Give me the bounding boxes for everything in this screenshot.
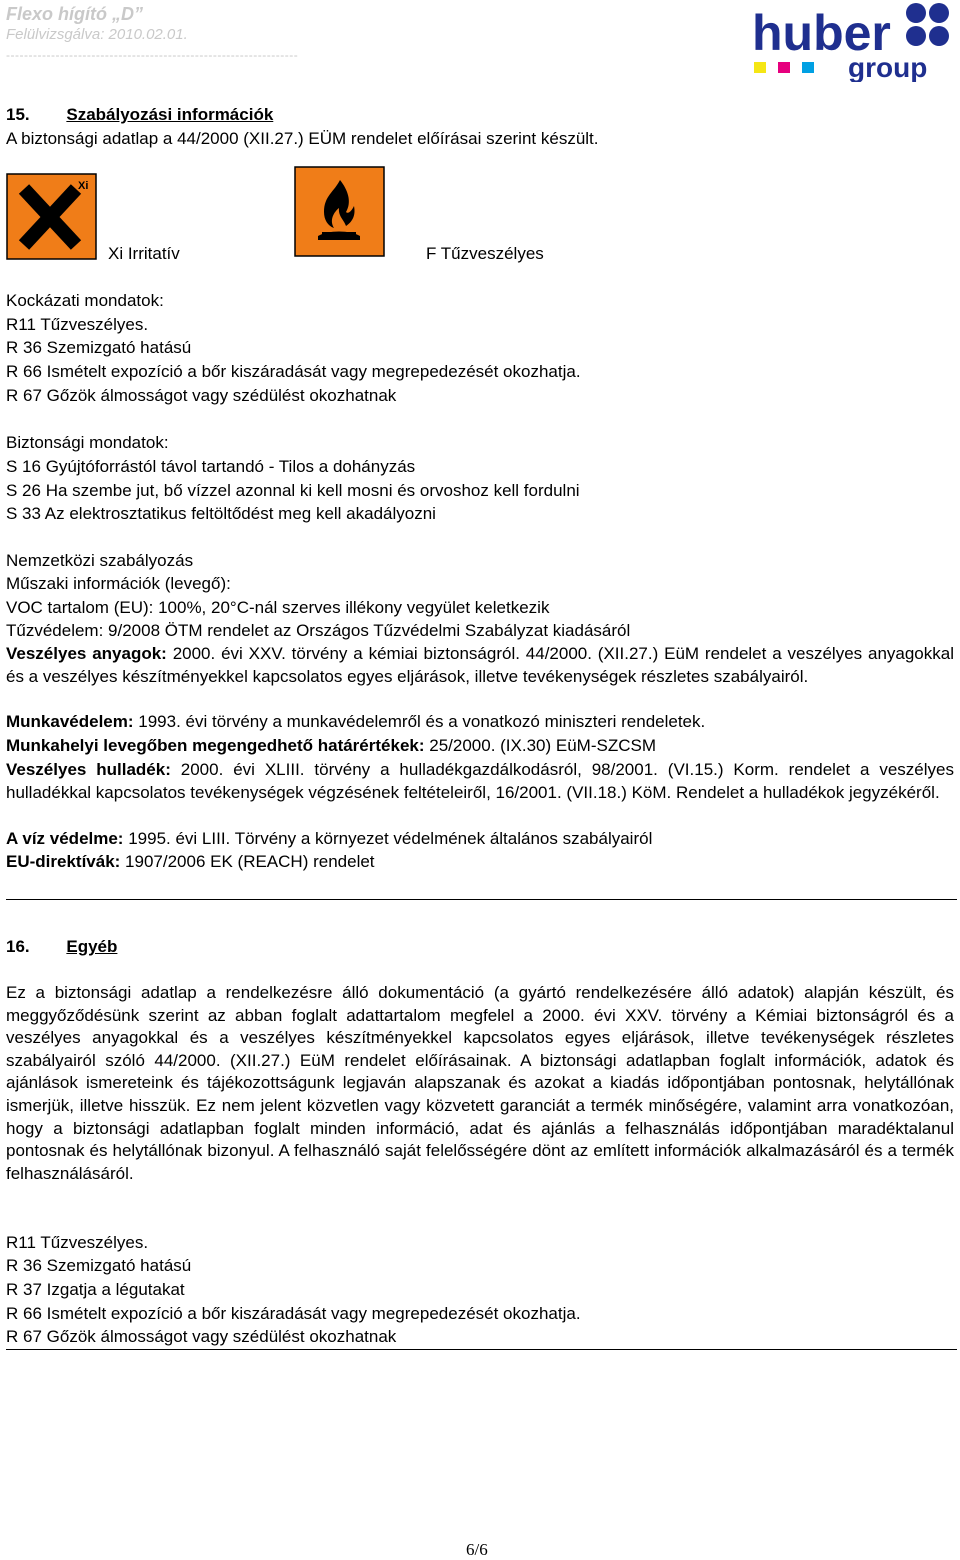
dangerous-substances-paragraph: Veszélyes anyagok: 2000. évi XXV. törvény a kémiai biztonságról. 44/2000. (XII.27.) EüM rendelet a veszélyes anyagokkal és a veszélyes készítményekkel kapcsolatos egyes eljárások, illetve tevékenységek részletes szabályairól. [6,644,954,686]
product-name: Flexo hígító „D” [6,4,143,24]
section-15-heading [6,105,273,125]
section-16-title: Egyéb [66,937,118,956]
exposure-limits-line: Munkahelyi levegőben megengedhető határértékek: 25/2000. (IX.30) EüM-SZCSM [6,736,656,755]
section-16-heading [6,937,117,957]
section-15-number: 15. [6,105,30,124]
risk-phrase: R11 Tűzveszélyes. [6,315,149,334]
flame-icon [294,166,385,257]
eu-directives-line: EU-direktívák: 1907/2006 EK (REACH) rendelet [6,852,375,871]
risk-phrase: R11 Tűzveszélyes. [6,1233,149,1252]
safety-phrase: S 16 Gyújtóforrástól távol tartandó - Tilos a dohányzás [6,457,416,476]
logo-square-cyan-icon [802,62,814,73]
risk-phrase: R 67 Gőzök álmosságot vagy szédülést okozhatnak [6,1327,397,1346]
logo-square-magenta-icon [778,62,790,73]
section-15-intro: A biztonsági adatlap a 44/2000 (XII.27.) EÜM rendelet előírásai szerint készült. [6,129,599,148]
risk-phrase: R 66 Ismételt expozíció a bőr kiszáradását vagy megrepedezését okozhatja. [6,362,581,381]
risk-phrase: R 37 Izgatja a légutakat [6,1280,185,1299]
safety-phrase: S 26 Ha szembe jut, bő vízzel azonnal ki kell mosni és orvoshoz kell fordulni [6,481,580,500]
symbol-label-f: F Tűzveszélyes [426,244,544,263]
safety-phrase: S 33 Az elektrosztatikus feltöltődést meg kell akadályozni [6,504,436,523]
svg-text:Xi: Xi [78,180,89,192]
section-divider [6,899,957,900]
intl-heading: Nemzetközi szabályozás [6,551,194,570]
logo-text-top: huber [752,5,891,61]
page-number: 6/6 [466,1540,488,1559]
logo-text-bottom: group [848,52,928,82]
risk-phrase: R 36 Szemizgató hatású [6,1256,192,1275]
section-16-paragraph: Ez a biztonsági adatlap a rendelkezésre álló dokumentáció (a gyártó rendelkezésére álló adatok) alapján készült, és meggyőződésünk szerint az abban foglalt adattartalom megfelel a 2000. évi XXV. törvény a Kémiai biztonságról és a veszélyes anyagokkal és a veszélyes készítményekkel kapcsolatos egyes eljárások, illetve tevékenységek részletes szabályairól szóló 44/2000. (XII.27.) EüM rendelet előírásainak. A biztonsági adatlapban foglalt információk, adatok és ajánlások ismereteink és tájékozottságunk legjaván alapszanak és azokat a kiadás időpontjában pontosnak, helytállónak ismerjük, illetve hisszük. Ez nem jelent közvetlen vagy közvetett garanciát a termék minőségére, valamint arra vonatkozóan, hogy a biztonsági adatlapban foglalt minden információ, adat és ajánlás a felhasználás időpontjában maradéktalanul pontosnak és helytállónak bizonyul. A felhasználó saját felelősségére dönt az említett információk alkalmazásáról és a termék felhasználásáról. [6,983,954,1183]
safety-heading: Biztonsági mondatok: [6,433,169,452]
section-16-number: 16. [6,937,30,956]
risk-phrase: R 36 Szemizgató hatású [6,338,192,357]
risk-heading: Kockázati mondatok: [6,291,164,310]
fire-protection-line: Tűzvédelem: 9/2008 ÖTM rendelet az Országos Tűzvédelmi Szabályzat kiadásáról [6,621,631,640]
logo-square-yellow-icon [754,62,766,73]
risk-phrase: R 67 Gőzök álmosságot vagy szédülést okozhatnak [6,386,397,405]
xi-irritant-cross-icon [6,173,97,260]
hazardous-waste-paragraph: Veszélyes hulladék: 2000. évi XLIII. törvény a hulladékgazdálkodásról, 98/2001. (VI.15.) Korm. rendelet a veszélyes hulladékkal kapcsolatos tevékenységek végzésének feltételeiről, 16/2001. (VII.18.) KöM. Rendelet a hulladékok jegyzékéről. [6,760,954,802]
symbol-label-xi: Xi Irritatív [108,244,180,263]
voc-line: VOC tartalom (EU): 100%, 20°C-nál szerves illékony vegyület keletkezik [6,598,550,617]
header-dash-line: ----------------------------------------------------------------- [6,48,299,62]
section-divider [6,1349,957,1350]
risk-phrase: R 66 Ismételt expozíció a bőr kiszáradását vagy megrepedezését okozhatja. [6,1304,581,1323]
revision-date: Felülvizsgálva: 2010.02.01. [6,26,188,43]
huber-group-logo [752,0,960,82]
section-15-title: Szabályozási információk [66,105,274,124]
tech-heading: Műszaki információk (levegő): [6,574,231,593]
work-safety-line: Munkavédelem: 1993. évi törvény a munkavédelemről és a vonatkozó miniszteri rendeletek. [6,712,706,731]
water-protection-line: A víz védelme: 1995. évi LIII. Törvény a környezet védelmének általános szabályairól [6,829,653,848]
logo-quatrefoil-icon [906,3,949,46]
